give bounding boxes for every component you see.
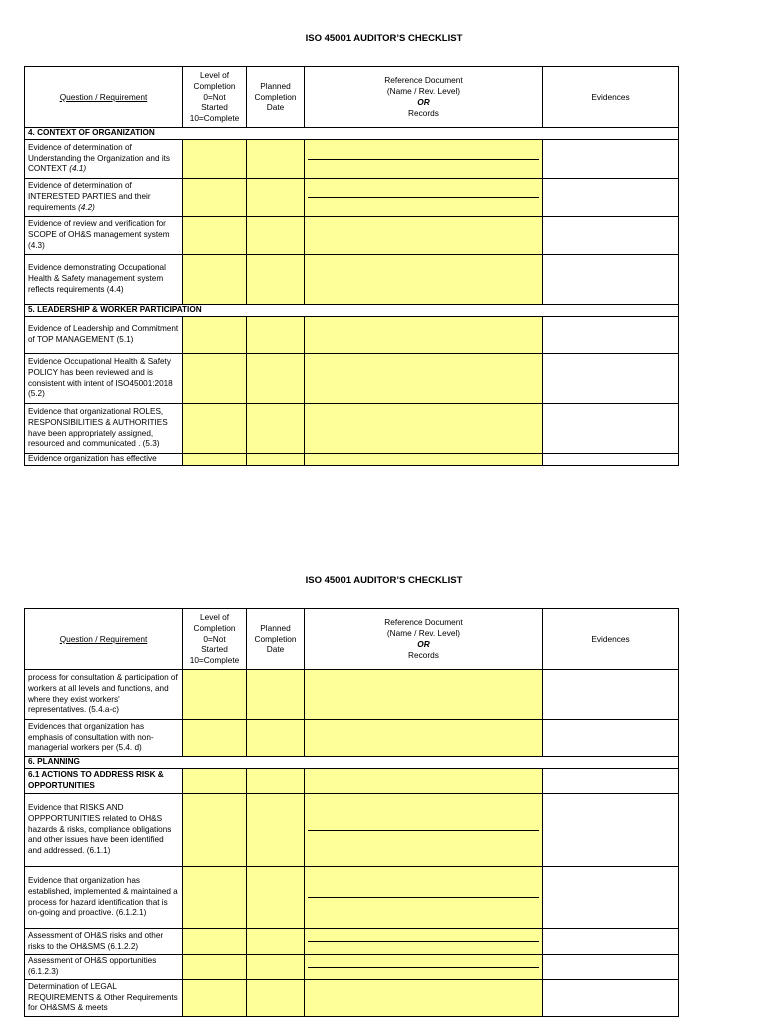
page-title: ISO 45001 AUDITOR’S CHECKLIST xyxy=(305,33,463,44)
table-row xyxy=(25,769,679,794)
table-row xyxy=(25,317,679,354)
table-row xyxy=(25,255,679,305)
section-row xyxy=(25,757,679,769)
evidences-cell[interactable] xyxy=(543,720,679,757)
table-row xyxy=(25,454,679,466)
table-row xyxy=(25,354,679,404)
section-heading: 6. PLANNING xyxy=(25,757,679,769)
requirement-cell: process for consultation & participation of workers at all levels and functions, and where they exist workers' representatives. (5.4.a-c) xyxy=(25,670,183,720)
requirement-cell: Evidence organization has effective xyxy=(25,454,183,466)
reference-cell[interactable] xyxy=(305,217,543,255)
header-reference xyxy=(305,609,543,670)
table-row xyxy=(25,980,679,1017)
planned-date-cell[interactable] xyxy=(247,720,305,757)
evidences-cell[interactable] xyxy=(543,255,679,305)
reference-cell[interactable] xyxy=(305,720,543,757)
requirement-cell: Evidences that organization has emphasis of consultation with non-managerial workers per (5.4. d) xyxy=(25,720,183,757)
page-title: ISO 45001 AUDITOR’S CHECKLIST xyxy=(305,575,463,586)
header-level-line: 10=Complete xyxy=(189,113,240,124)
level-cell[interactable] xyxy=(183,929,247,955)
header-planned xyxy=(247,67,305,128)
reference-cell[interactable] xyxy=(305,317,543,354)
header-level-line: Started xyxy=(201,644,228,655)
reference-cell[interactable] xyxy=(305,867,543,929)
planned-date-cell[interactable] xyxy=(247,179,305,217)
planned-date-cell[interactable] xyxy=(247,980,305,1017)
evidences-cell[interactable] xyxy=(543,140,679,179)
requirement-cell: Evidence that organizational ROLES, RESPONSIBILITIES & AUTHORITIES have been appropriately assigned, resourced and communicated . (5.3) xyxy=(25,404,183,454)
checklist-table xyxy=(24,66,679,466)
level-cell[interactable] xyxy=(183,454,247,466)
level-cell[interactable] xyxy=(183,769,247,794)
reference-cell[interactable] xyxy=(305,255,543,305)
planned-date-cell[interactable] xyxy=(247,929,305,955)
reference-cell[interactable] xyxy=(305,980,543,1017)
reference-cell[interactable] xyxy=(305,354,543,404)
header-question: Question / Requirement xyxy=(25,609,183,670)
requirement-cell xyxy=(25,179,183,217)
reference-cell[interactable] xyxy=(305,955,543,980)
header-level-line: Completion xyxy=(193,622,236,633)
evidences-cell[interactable] xyxy=(543,179,679,217)
header-level-line: Level of xyxy=(199,69,230,80)
header-level xyxy=(183,609,247,670)
planned-date-cell[interactable] xyxy=(247,794,305,867)
header-ref-line: Records xyxy=(408,107,439,118)
clause-ref: (4.1) xyxy=(69,164,87,174)
requirement-cell: Assessment of OH&S opportunities (6.1.2.3) xyxy=(25,955,183,980)
requirement-cell: Evidence demonstrating Occupational Health & Safety management system reflects requirements (4.4) xyxy=(25,255,183,305)
section-heading: 5. LEADERSHIP & WORKER PARTICIPATION xyxy=(25,305,679,317)
planned-date-cell[interactable] xyxy=(247,140,305,179)
requirement-cell: Evidence of Leadership and Commitment of TOP MANAGEMENT (5.1) xyxy=(25,317,183,354)
header-level-line: Started xyxy=(201,102,228,113)
level-cell[interactable] xyxy=(183,140,247,179)
header-ref-line: Reference Document xyxy=(384,75,463,86)
reference-cell[interactable] xyxy=(305,769,543,794)
section-row xyxy=(25,305,679,317)
planned-date-cell[interactable] xyxy=(247,317,305,354)
header-question: Question / Requirement xyxy=(25,67,183,128)
planned-date-cell[interactable] xyxy=(247,769,305,794)
level-cell[interactable] xyxy=(183,217,247,255)
table-row xyxy=(25,794,679,867)
evidences-cell[interactable] xyxy=(543,454,679,466)
subsection-heading: 6.1 ACTIONS TO ADDRESS RISK & OPPORTUNITIES xyxy=(25,769,183,794)
header-ref-line: (Name / Rev. Level) xyxy=(386,86,461,97)
level-cell[interactable] xyxy=(183,255,247,305)
header-evidences: Evidences xyxy=(543,609,679,670)
table-row xyxy=(25,867,679,929)
level-cell[interactable] xyxy=(183,670,247,720)
header-row xyxy=(25,67,679,128)
table-row xyxy=(25,955,679,980)
table-row xyxy=(25,720,679,757)
header-level xyxy=(183,67,247,128)
level-cell[interactable] xyxy=(183,720,247,757)
header-ref-line: (Name / Rev. Level) xyxy=(386,628,461,639)
header-ref-line: OR xyxy=(417,97,430,107)
planned-date-cell[interactable] xyxy=(247,955,305,980)
requirement-text: Evidence of determination of INTERESTED PARTIES and their requirements xyxy=(28,181,151,212)
header-ref-line: OR xyxy=(417,639,430,649)
requirement-cell: Evidence that organization has established, implemented & maintained a process for hazard identification that is on-going and proactive. (6.1.2.1) xyxy=(25,867,183,929)
evidences-cell[interactable] xyxy=(543,867,679,929)
table-row xyxy=(25,404,679,454)
table-row xyxy=(25,179,679,217)
planned-date-cell[interactable] xyxy=(247,404,305,454)
checklist-table xyxy=(24,608,679,1017)
level-cell[interactable] xyxy=(183,955,247,980)
evidences-cell[interactable] xyxy=(543,404,679,454)
header-planned-line: Date xyxy=(266,644,285,655)
planned-date-cell[interactable] xyxy=(247,454,305,466)
level-cell[interactable] xyxy=(183,317,247,354)
header-planned-line: Completion xyxy=(254,633,297,644)
requirement-cell: Evidence that RISKS AND OPPPORTUNITIES related to OH&S hazards & risks, compliance obligations and other issues have been identified and addressed. (6.1.1) xyxy=(25,794,183,867)
requirement-cell: Evidence of review and verification for SCOPE of OH&S management system (4.3) xyxy=(25,217,183,255)
header-level-line: Level of xyxy=(199,611,230,622)
level-cell[interactable] xyxy=(183,867,247,929)
planned-date-cell[interactable] xyxy=(247,217,305,255)
level-cell[interactable] xyxy=(183,404,247,454)
evidences-cell[interactable] xyxy=(543,670,679,720)
header-planned xyxy=(247,609,305,670)
header-level-line: Completion xyxy=(193,80,236,91)
evidences-cell[interactable] xyxy=(543,929,679,955)
evidences-cell[interactable] xyxy=(543,217,679,255)
header-level-line: 0=Not xyxy=(203,633,226,644)
header-planned-line: Planned xyxy=(260,80,291,91)
evidences-cell[interactable] xyxy=(543,769,679,794)
reference-cell[interactable] xyxy=(305,454,543,466)
header-ref-line: Reference Document xyxy=(384,617,463,628)
evidences-cell[interactable] xyxy=(543,794,679,867)
table-row xyxy=(25,929,679,955)
clause-ref: (4.2) xyxy=(78,202,95,212)
header-planned-line: Planned xyxy=(260,622,291,633)
header-ref-line: Records xyxy=(408,649,439,660)
reference-cell[interactable] xyxy=(305,404,543,454)
evidences-cell[interactable] xyxy=(543,980,679,1017)
header-reference xyxy=(305,67,543,128)
requirement-cell: Assessment of OH&S risks and other risks to the OH&SMS (6.1.2.2) xyxy=(25,929,183,955)
header-planned-line: Completion xyxy=(254,91,297,102)
evidences-cell[interactable] xyxy=(543,955,679,980)
reference-cell[interactable] xyxy=(305,140,543,179)
planned-date-cell[interactable] xyxy=(247,354,305,404)
table-row xyxy=(25,217,679,255)
requirement-cell xyxy=(25,140,183,179)
requirement-text: Evidence of determination of Understanding the Organization and its CONTEXT xyxy=(28,142,171,174)
section-row xyxy=(25,128,679,140)
header-evidences: Evidences xyxy=(543,67,679,128)
header-level-line: 10=Complete xyxy=(189,655,240,666)
header-row xyxy=(25,609,679,670)
reference-cell[interactable] xyxy=(305,794,543,867)
reference-cell[interactable] xyxy=(305,929,543,955)
table-row xyxy=(25,140,679,179)
level-cell[interactable] xyxy=(183,354,247,404)
evidences-cell[interactable] xyxy=(543,317,679,354)
planned-date-cell[interactable] xyxy=(247,670,305,720)
planned-date-cell[interactable] xyxy=(247,255,305,305)
evidences-cell[interactable] xyxy=(543,354,679,404)
header-planned-line: Date xyxy=(266,102,285,113)
level-cell[interactable] xyxy=(183,794,247,867)
requirement-cell: Evidence Occupational Health & Safety POLICY has been reviewed and is consistent with intent of ISO45001:2018 (5.2) xyxy=(25,354,183,404)
reference-cell[interactable] xyxy=(305,670,543,720)
requirement-cell: Determination of LEGAL REQUIREMENTS & Other Requirements for OH&SMS & meets xyxy=(25,980,183,1017)
level-cell[interactable] xyxy=(183,179,247,217)
planned-date-cell[interactable] xyxy=(247,867,305,929)
table-row xyxy=(25,670,679,720)
header-level-line: 0=Not xyxy=(203,91,226,102)
reference-cell[interactable] xyxy=(305,179,543,217)
level-cell[interactable] xyxy=(183,980,247,1017)
section-heading: 4. CONTEXT OF ORGANIZATION xyxy=(25,128,679,140)
